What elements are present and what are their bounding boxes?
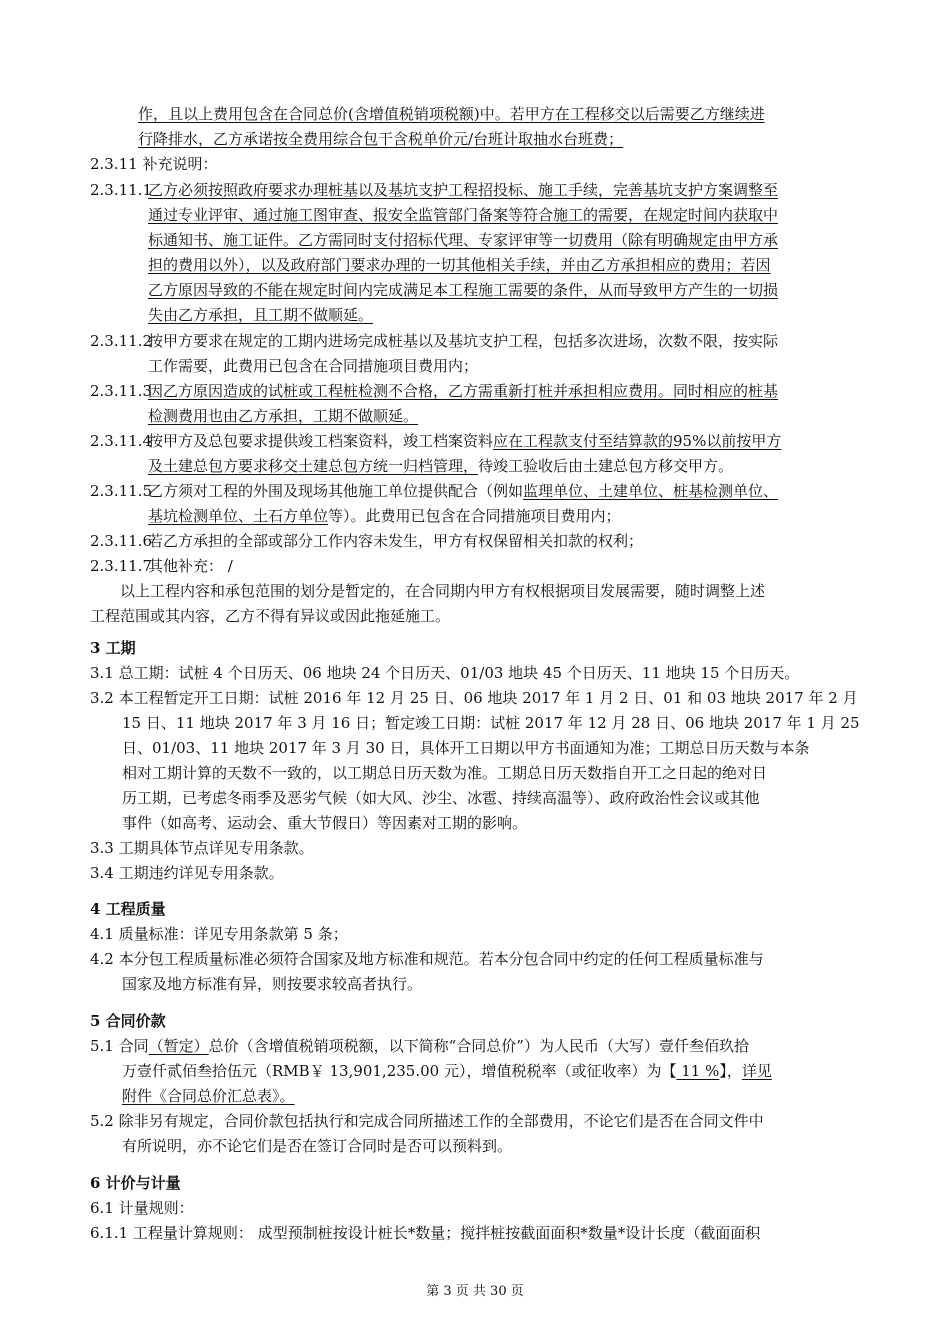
text-run: 等）。此费用已包含在合同措施项目费用内；: [328, 507, 621, 525]
paragraph-line: 4.1 质量标准：详见专用条款第 5 条；: [90, 925, 348, 943]
page-footer: 第 3 页 共 30 页: [426, 1284, 524, 1299]
text-run: 5.1 合同: [90, 1037, 149, 1055]
paragraph-line: 乙方原因导致的不能在规定时间内完成满足本工程施工需要的条件，从而导致甲方产生的一切损: [148, 281, 779, 299]
text-run: 万壹仟贰佰叁拾伍元（RMB￥ 13,901,235.00 元），增值税税率（或征收率）为【: [122, 1062, 677, 1080]
paragraph-line: 6.1.1 工程量计算规则： 成型预制桩按设计桩长*数量；搅拌桩按截面面积*数量*设计长度（截面面积: [90, 1224, 761, 1242]
paragraph-line: 3.4 工期违约详见专用条款。: [90, 864, 284, 882]
text-run: 总价（含增值税销项税额，以下简称“合同总价”）为人民币（大写）壹仟叁佰玖拾: [208, 1037, 749, 1055]
paragraph-line: [148, 479, 778, 504]
paragraph-line: 因乙方原因造成的试桩或工程桩检测不合格，乙方需重新打桩并承担相应费用。同时相应的桩基: [148, 382, 779, 400]
paragraph-line: 行降排水，乙方承诺按全费用综合包干含税单价元/台班计取抽水台班费；: [138, 130, 624, 148]
paragraph-line: [122, 1059, 772, 1084]
paragraph-line: 担的费用以外），以及政府部门要求办理的一切其他相关手续，并由乙方承担相应的费用；若因: [148, 256, 771, 274]
clause-number: 2.3.11.1: [90, 181, 153, 199]
paragraph-line: 乙方必须按照政府要求办理桩基以及基坑支护工程招投标、施工手续，完善基坑支护方案调整至: [148, 181, 779, 199]
clause-number: 2.3.11.7: [90, 557, 153, 575]
paragraph-line: 相对工期计算的天数不一致的，以工期总日历天数为准。工期总日历天数指自开工之日起的绝对日: [122, 764, 768, 782]
section-heading: 6 计价与计量: [90, 1174, 181, 1192]
underlined-run: 详见: [741, 1062, 772, 1080]
clause-number: 2.3.11.6: [90, 532, 153, 550]
underlined-run: （暂定）: [148, 1037, 209, 1055]
text-run: 】，: [719, 1062, 742, 1080]
paragraph-line: [148, 504, 621, 529]
paragraph-line: [148, 429, 781, 454]
paragraph-line: 作，且以上费用包含在合同总价(含增值税销项税额)中。若甲方在工程移交以后需要乙方继续进: [138, 105, 765, 123]
text-run: 按甲方及总包要求提供竣工档案资料，竣工档案资料: [148, 432, 494, 450]
paragraph-line: [90, 1034, 749, 1059]
section-heading: 5 合同价款: [90, 1012, 166, 1030]
paragraph-line: 事件（如高考、运动会、重大节假日）等因素对工期的影响。: [122, 814, 528, 832]
paragraph-line: 工作需要，此费用已包含在合同措施项目费用内；: [148, 357, 479, 375]
clause-number: 2.3.11.3: [90, 382, 153, 400]
paragraph-line: 附件《合同总价汇总表》。: [122, 1087, 295, 1105]
text-run: 乙方须对工程的外围及现场其他施工单位提供配合（例如: [148, 482, 524, 500]
underlined-run: 基坑检测单位、土石方单位: [148, 507, 329, 525]
paragraph-line: 5.2 除非另有规定，合同价款包括执行和完成合同所描述工作的全部费用，不论它们是否在合同文件中: [90, 1112, 764, 1130]
section-heading: 3 工期: [90, 639, 136, 657]
clause-number: 2.3.11.4: [90, 432, 153, 450]
paragraph-line: 按甲方要求在规定的工期内进场完成桩基以及基坑支护工程，包括多次进场，次数不限，按实际: [148, 332, 779, 350]
paragraph-line: 3.1 总工期：试桩 4 个日历天、06 地块 24 个日历天、01/03 地块 45 个日历天、11 地块 15 个日历天。: [90, 664, 800, 682]
paragraph-line: 6.1 计量规则：: [90, 1199, 194, 1217]
text-run: 待竣工验收后由土建总包方移交甲方。: [478, 457, 734, 475]
paragraph-line: 工程范围或其内容，乙方不得有异议或因此拖延施工。: [90, 607, 451, 625]
paragraph-line: 失由乙方承担，且工期不做顺延。: [148, 306, 374, 324]
section-heading: 4 工程质量: [90, 900, 166, 918]
paragraph-line: 检测费用也由乙方承担，工期不做顺延。: [148, 407, 419, 425]
paragraph-line: 4.2 本分包工程质量标准必须符合国家及地方标准和规范。若本分包合同中约定的任何工程质量标准与: [90, 950, 764, 968]
paragraph-line: [148, 454, 733, 479]
paragraph-line: 15 日、11 地块 2017 年 3 月 16 日；暂定竣工日期：试桩 2017 年 12 月 28 日、06 地块 2017 年 1 月 25: [122, 714, 860, 732]
clause-heading: 2.3.11 补充说明：: [90, 155, 218, 173]
paragraph-line: 有所说明，亦不论它们是否在签订合同时是否可以预料到。: [122, 1137, 513, 1155]
paragraph-line: 日、01/03、11 地块 2017 年 3 月 30 日，具体开工日期以甲方书面通知为准；工期总日历天数与本条: [122, 739, 810, 757]
paragraph-line: 3.2 本工程暂定开工日期：试桩 2016 年 12 月 25 日、06 地块 2017 年 1 月 2 日、01 和 03 地块 2017 年 2 月: [90, 689, 858, 707]
paragraph-line: 通过专业评审、通过施工图审查、报安全监管部门备案等符合施工的需要，在规定时间内获取中: [148, 206, 779, 224]
paragraph-line: 3.3 工期具体节点详见专用条款。: [90, 839, 314, 857]
paragraph-line: 若乙方承担的全部或部分工作内容未发生，甲方有权保留相关扣款的权利；: [148, 532, 644, 550]
paragraph-line: 以上工程内容和承包范围的划分是暂定的，在合同期内甲方有权根据项目发展需要，随时调整上述: [120, 582, 766, 600]
clause-number: 2.3.11.5: [90, 482, 153, 500]
paragraph-line: 标通知书、施工证件。乙方需同时支付招标代理、专家评审等一切费用（除有明确规定由甲方承: [148, 231, 779, 249]
underlined-run: 及土建总包方要求移交土建总包方统一归档管理，: [148, 457, 479, 475]
clause-number: 2.3.11.2: [90, 332, 153, 350]
paragraph-line: 其他补充： /: [148, 557, 233, 575]
underlined-run: 监理单位、土建单位、桩基检测单位、: [523, 482, 779, 500]
paragraph-line: 国家及地方标准有异，则按要求较高者执行。: [122, 975, 423, 993]
paragraph-line: 历工期，已考虑冬雨季及恶劣气候（如大风、沙尘、冰雹、持续高温等）、政府政治性会议或其他: [122, 789, 760, 807]
tax-rate-value: 11 %: [676, 1062, 720, 1080]
underlined-run: 应在工程款支付至结算款的95%以前按甲方: [493, 432, 782, 450]
